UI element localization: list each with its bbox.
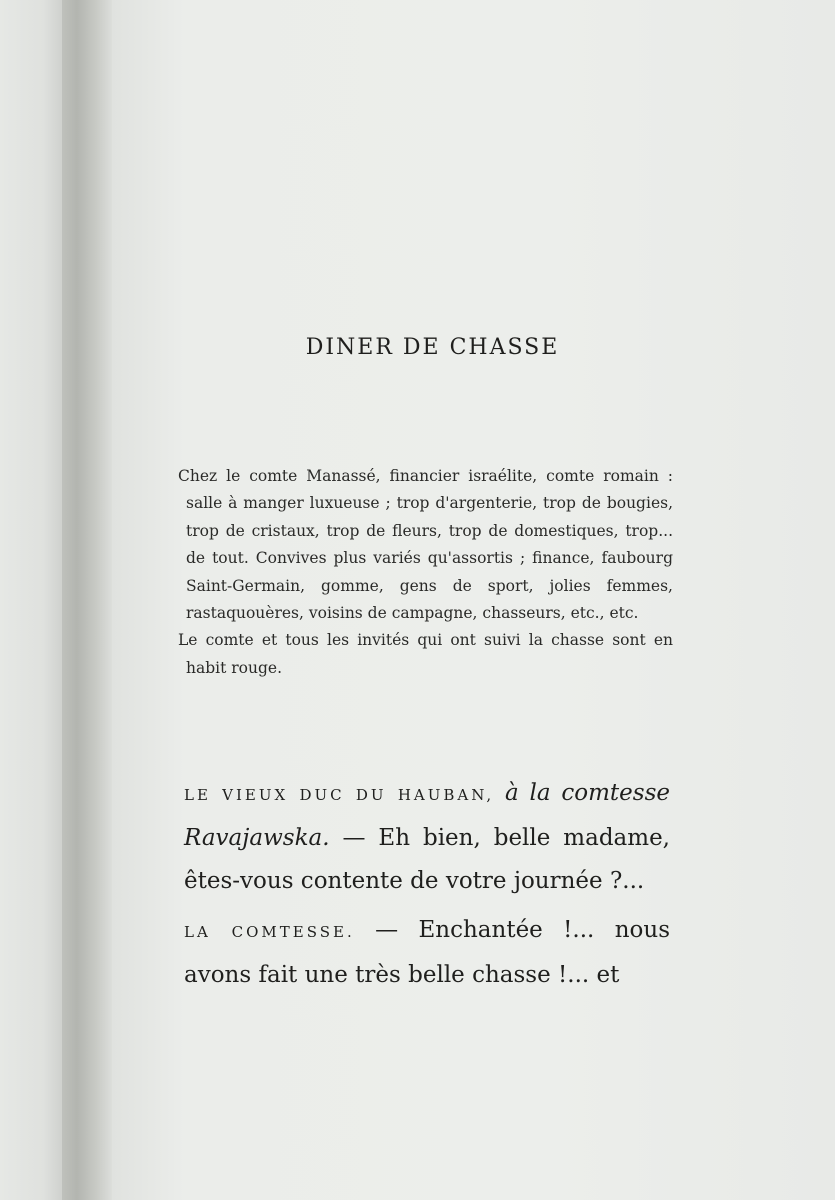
dialogue <box>184 772 670 997</box>
dialogue-line <box>184 909 670 997</box>
stage-direction-setting: Chez le comte Manassé, financier israélite, comte romain : salle à manger luxueuse ; trop d'argenterie, trop de bougies, trop de cristaux, trop de fleurs, trop de domestiques, trop... de tout. Convives plus variés qu'assortis ; finance, faubourg Saint-Germain, gomme, gens de sport, jolies femmes, rastaquouères, voisins de campagne, chasseurs, etc., etc. <box>178 467 673 623</box>
book-gutter <box>62 0 112 1200</box>
line-text: — Eh bien, belle madame, êtes-vous contente de votre journée ?... <box>184 825 670 894</box>
speaker-name: LA COMTESSE. <box>184 923 355 941</box>
chapter-title: DINER DE CHASSE <box>305 335 560 360</box>
stage-directions <box>178 463 673 682</box>
line-text: — Enchantée !... nous avons fait une très belle chasse !... et <box>184 917 671 988</box>
stage-direction-costume: Le comte et tous les invités qui ont suivi la chasse sont en habit rouge. <box>178 631 673 677</box>
dialogue-line <box>184 772 670 903</box>
stage-aside: à la comtesse Ravajawska. <box>184 780 670 851</box>
speaker-name: LE VIEUX DUC DU HAUBAN, <box>184 786 495 804</box>
facing-page-edge <box>0 0 62 1200</box>
